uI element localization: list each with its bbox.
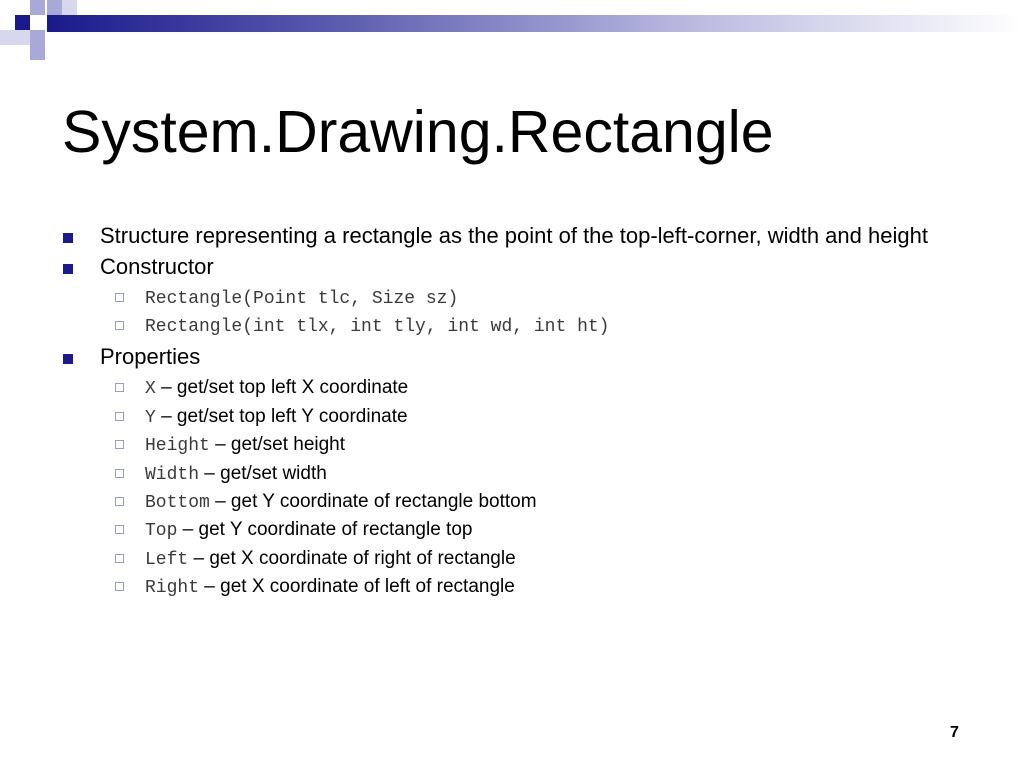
square-bullet-icon	[63, 233, 73, 243]
code-text: Left	[145, 549, 189, 570]
square-bullet-icon	[63, 264, 73, 274]
hollow-square-bullet-icon	[115, 440, 124, 449]
header-square-3	[0, 30, 15, 45]
sub-bullet-text: – get/set height	[209, 434, 346, 456]
sub-bullet-text: – get X coordinate of left of rectangle	[199, 576, 515, 598]
square-bullet-icon	[63, 354, 73, 364]
hollow-square-bullet-icon	[115, 412, 124, 421]
code-text: Right	[145, 578, 200, 599]
code-text: Height	[145, 436, 210, 457]
sub-bullet-item	[145, 518, 1024, 543]
hollow-square-bullet-icon	[115, 469, 124, 478]
code-text: Bottom	[145, 492, 210, 513]
sub-bullet-text: – get Y coordinate of rectangle top	[177, 519, 473, 541]
header-gradient-bar	[47, 15, 1024, 32]
bullet-item	[100, 224, 950, 248]
hollow-square-bullet-icon	[115, 582, 124, 591]
slide-content	[0, 224, 1024, 604]
hollow-square-bullet-icon	[115, 321, 124, 330]
header-square-8	[62, 0, 77, 15]
header-square-2	[30, 0, 45, 15]
header-square-7	[47, 0, 62, 15]
sub-bullet-item	[145, 286, 1024, 311]
slide-title: System.Drawing.Rectangle	[62, 99, 774, 165]
sub-bullet-item	[145, 376, 1024, 401]
code-text: Top	[145, 521, 178, 542]
code-text: Width	[145, 464, 200, 485]
code-text: X	[145, 379, 156, 400]
sub-bullet-item	[145, 314, 1024, 339]
bullet-text: Structure representing a rectangle as the point of the top-left-corner, width and height	[100, 223, 928, 248]
sub-bullet-item	[145, 547, 1024, 572]
sub-bullet-text: – get/set top left X coordinate	[155, 377, 409, 399]
sub-bullet-item	[145, 433, 1024, 458]
code-text: Rectangle(Point tlc, Size sz)	[145, 289, 459, 309]
header-square-1	[15, 15, 30, 30]
header-square-6	[15, 30, 30, 45]
sub-bullet-text: – get/set top left Y coordinate	[155, 405, 408, 427]
sub-bullet-text: – get Y coordinate of rectangle bottom	[209, 490, 537, 512]
hollow-square-bullet-icon	[115, 554, 124, 563]
sub-bullet-text: – get X coordinate of right of rectangle	[188, 547, 516, 569]
code-text: Rectangle(int tlx, int tly, int wd, int ht)	[145, 317, 610, 338]
bullet-text: Properties	[100, 344, 201, 370]
page-number: 7	[950, 724, 959, 741]
sub-bullet-item	[145, 490, 1024, 515]
header-square-5	[30, 45, 45, 60]
hollow-square-bullet-icon	[115, 383, 124, 392]
hollow-square-bullet-icon	[115, 293, 124, 302]
sub-bullet-item	[145, 575, 1024, 600]
hollow-square-bullet-icon	[115, 497, 124, 506]
code-text: Y	[145, 407, 156, 428]
bullet-text: Constructor	[100, 254, 214, 279]
hollow-square-bullet-icon	[115, 525, 124, 534]
sub-bullet-text: – get/set width	[199, 462, 327, 484]
bullet-item	[100, 345, 950, 369]
sub-bullet-item	[145, 405, 1024, 430]
sub-bullet-item	[145, 462, 1024, 487]
header-square-4	[30, 30, 45, 45]
bullet-item	[100, 255, 950, 279]
